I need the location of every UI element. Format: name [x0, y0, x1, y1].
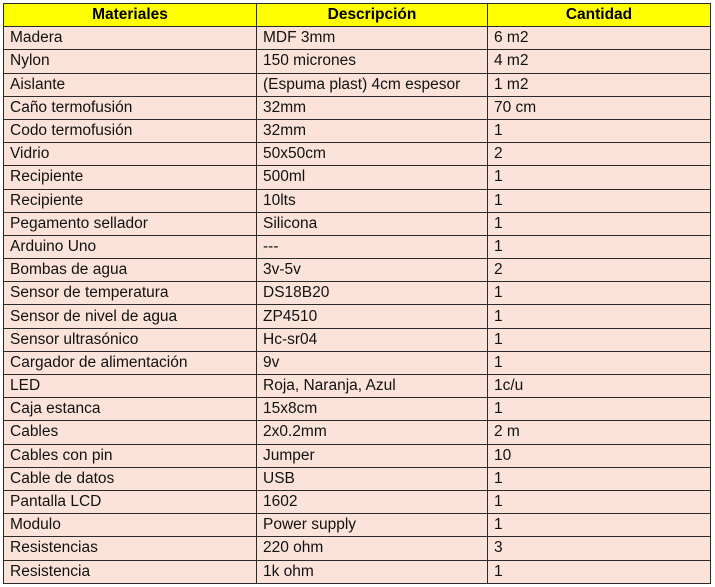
- material-cell: Sensor de temperatura: [4, 282, 257, 305]
- quantity-cell: 3: [488, 537, 711, 560]
- quantity-cell: 1: [488, 398, 711, 421]
- quantity-cell: 1: [488, 467, 711, 490]
- quantity-cell: 1: [488, 189, 711, 212]
- quantity-cell: 1: [488, 490, 711, 513]
- table-row: [4, 444, 711, 467]
- material-cell: Vidrio: [4, 143, 257, 166]
- header-cantidad: Cantidad: [488, 4, 711, 27]
- table-row: [4, 235, 711, 258]
- table-row: [4, 96, 711, 119]
- description-cell: Power supply: [257, 514, 488, 537]
- material-cell: Sensor de nivel de agua: [4, 305, 257, 328]
- material-cell: Codo termofusión: [4, 119, 257, 142]
- material-cell: Cables con pin: [4, 444, 257, 467]
- quantity-cell: 1: [488, 235, 711, 258]
- description-cell: (Espuma plast) 4cm espesor: [257, 73, 488, 96]
- table-row: [4, 398, 711, 421]
- table-row: [4, 514, 711, 537]
- quantity-cell: 70 cm: [488, 96, 711, 119]
- description-cell: 500ml: [257, 166, 488, 189]
- quantity-cell: 1c/u: [488, 375, 711, 398]
- description-cell: 2x0.2mm: [257, 421, 488, 444]
- table-row: [4, 282, 711, 305]
- table-row: [4, 166, 711, 189]
- quantity-cell: 1: [488, 305, 711, 328]
- description-cell: 9v: [257, 351, 488, 374]
- description-cell: 10lts: [257, 189, 488, 212]
- header-descripcion: Descripción: [257, 4, 488, 27]
- description-cell: Roja, Naranja, Azul: [257, 375, 488, 398]
- material-cell: Caño termofusión: [4, 96, 257, 119]
- description-cell: ZP4510: [257, 305, 488, 328]
- table-header-row: [4, 4, 711, 27]
- table-row: [4, 537, 711, 560]
- quantity-cell: 1: [488, 166, 711, 189]
- table-row: [4, 467, 711, 490]
- material-cell: Sensor ultrasónico: [4, 328, 257, 351]
- material-cell: Aislante: [4, 73, 257, 96]
- description-cell: 1602: [257, 490, 488, 513]
- material-cell: Madera: [4, 27, 257, 50]
- material-cell: Nylon: [4, 50, 257, 73]
- table-row: [4, 119, 711, 142]
- material-cell: Pegamento sellador: [4, 212, 257, 235]
- material-cell: Cargador de alimentación: [4, 351, 257, 374]
- quantity-cell: 1: [488, 514, 711, 537]
- description-cell: 32mm: [257, 119, 488, 142]
- material-cell: Caja estanca: [4, 398, 257, 421]
- material-cell: LED: [4, 375, 257, 398]
- description-cell: 150 micrones: [257, 50, 488, 73]
- table-row: [4, 50, 711, 73]
- description-cell: 50x50cm: [257, 143, 488, 166]
- material-cell: Resistencias: [4, 537, 257, 560]
- quantity-cell: 1: [488, 328, 711, 351]
- quantity-cell: 6 m2: [488, 27, 711, 50]
- material-cell: Arduino Uno: [4, 235, 257, 258]
- table-row: [4, 421, 711, 444]
- material-cell: Recipiente: [4, 189, 257, 212]
- table-row: [4, 305, 711, 328]
- description-cell: USB: [257, 467, 488, 490]
- description-cell: MDF 3mm: [257, 27, 488, 50]
- quantity-cell: 2: [488, 143, 711, 166]
- table-row: [4, 143, 711, 166]
- description-cell: DS18B20: [257, 282, 488, 305]
- table-row: [4, 73, 711, 96]
- quantity-cell: 1: [488, 560, 711, 583]
- material-cell: Resistencia: [4, 560, 257, 583]
- quantity-cell: 1: [488, 212, 711, 235]
- table-row: [4, 560, 711, 583]
- quantity-cell: 4 m2: [488, 50, 711, 73]
- header-materiales: Materiales: [4, 4, 257, 27]
- description-cell: ---: [257, 235, 488, 258]
- quantity-cell: 1: [488, 119, 711, 142]
- table-row: [4, 351, 711, 374]
- table-row: [4, 328, 711, 351]
- quantity-cell: 2: [488, 259, 711, 282]
- material-cell: Cables: [4, 421, 257, 444]
- table-row: [4, 490, 711, 513]
- table-body: [4, 27, 711, 584]
- description-cell: 220 ohm: [257, 537, 488, 560]
- table-row: [4, 212, 711, 235]
- description-cell: Silicona: [257, 212, 488, 235]
- material-cell: Cable de datos: [4, 467, 257, 490]
- quantity-cell: 1: [488, 351, 711, 374]
- table-row: [4, 259, 711, 282]
- material-cell: Pantalla LCD: [4, 490, 257, 513]
- materials-table-container: [3, 3, 711, 584]
- table-row: [4, 375, 711, 398]
- description-cell: Jumper: [257, 444, 488, 467]
- quantity-cell: 10: [488, 444, 711, 467]
- material-cell: Bombas de agua: [4, 259, 257, 282]
- description-cell: 32mm: [257, 96, 488, 119]
- description-cell: Hc-sr04: [257, 328, 488, 351]
- material-cell: Modulo: [4, 514, 257, 537]
- quantity-cell: 1: [488, 282, 711, 305]
- description-cell: 3v-5v: [257, 259, 488, 282]
- table-row: [4, 27, 711, 50]
- materials-table: [3, 3, 711, 584]
- table-row: [4, 189, 711, 212]
- quantity-cell: 2 m: [488, 421, 711, 444]
- quantity-cell: 1 m2: [488, 73, 711, 96]
- material-cell: Recipiente: [4, 166, 257, 189]
- description-cell: 15x8cm: [257, 398, 488, 421]
- description-cell: 1k ohm: [257, 560, 488, 583]
